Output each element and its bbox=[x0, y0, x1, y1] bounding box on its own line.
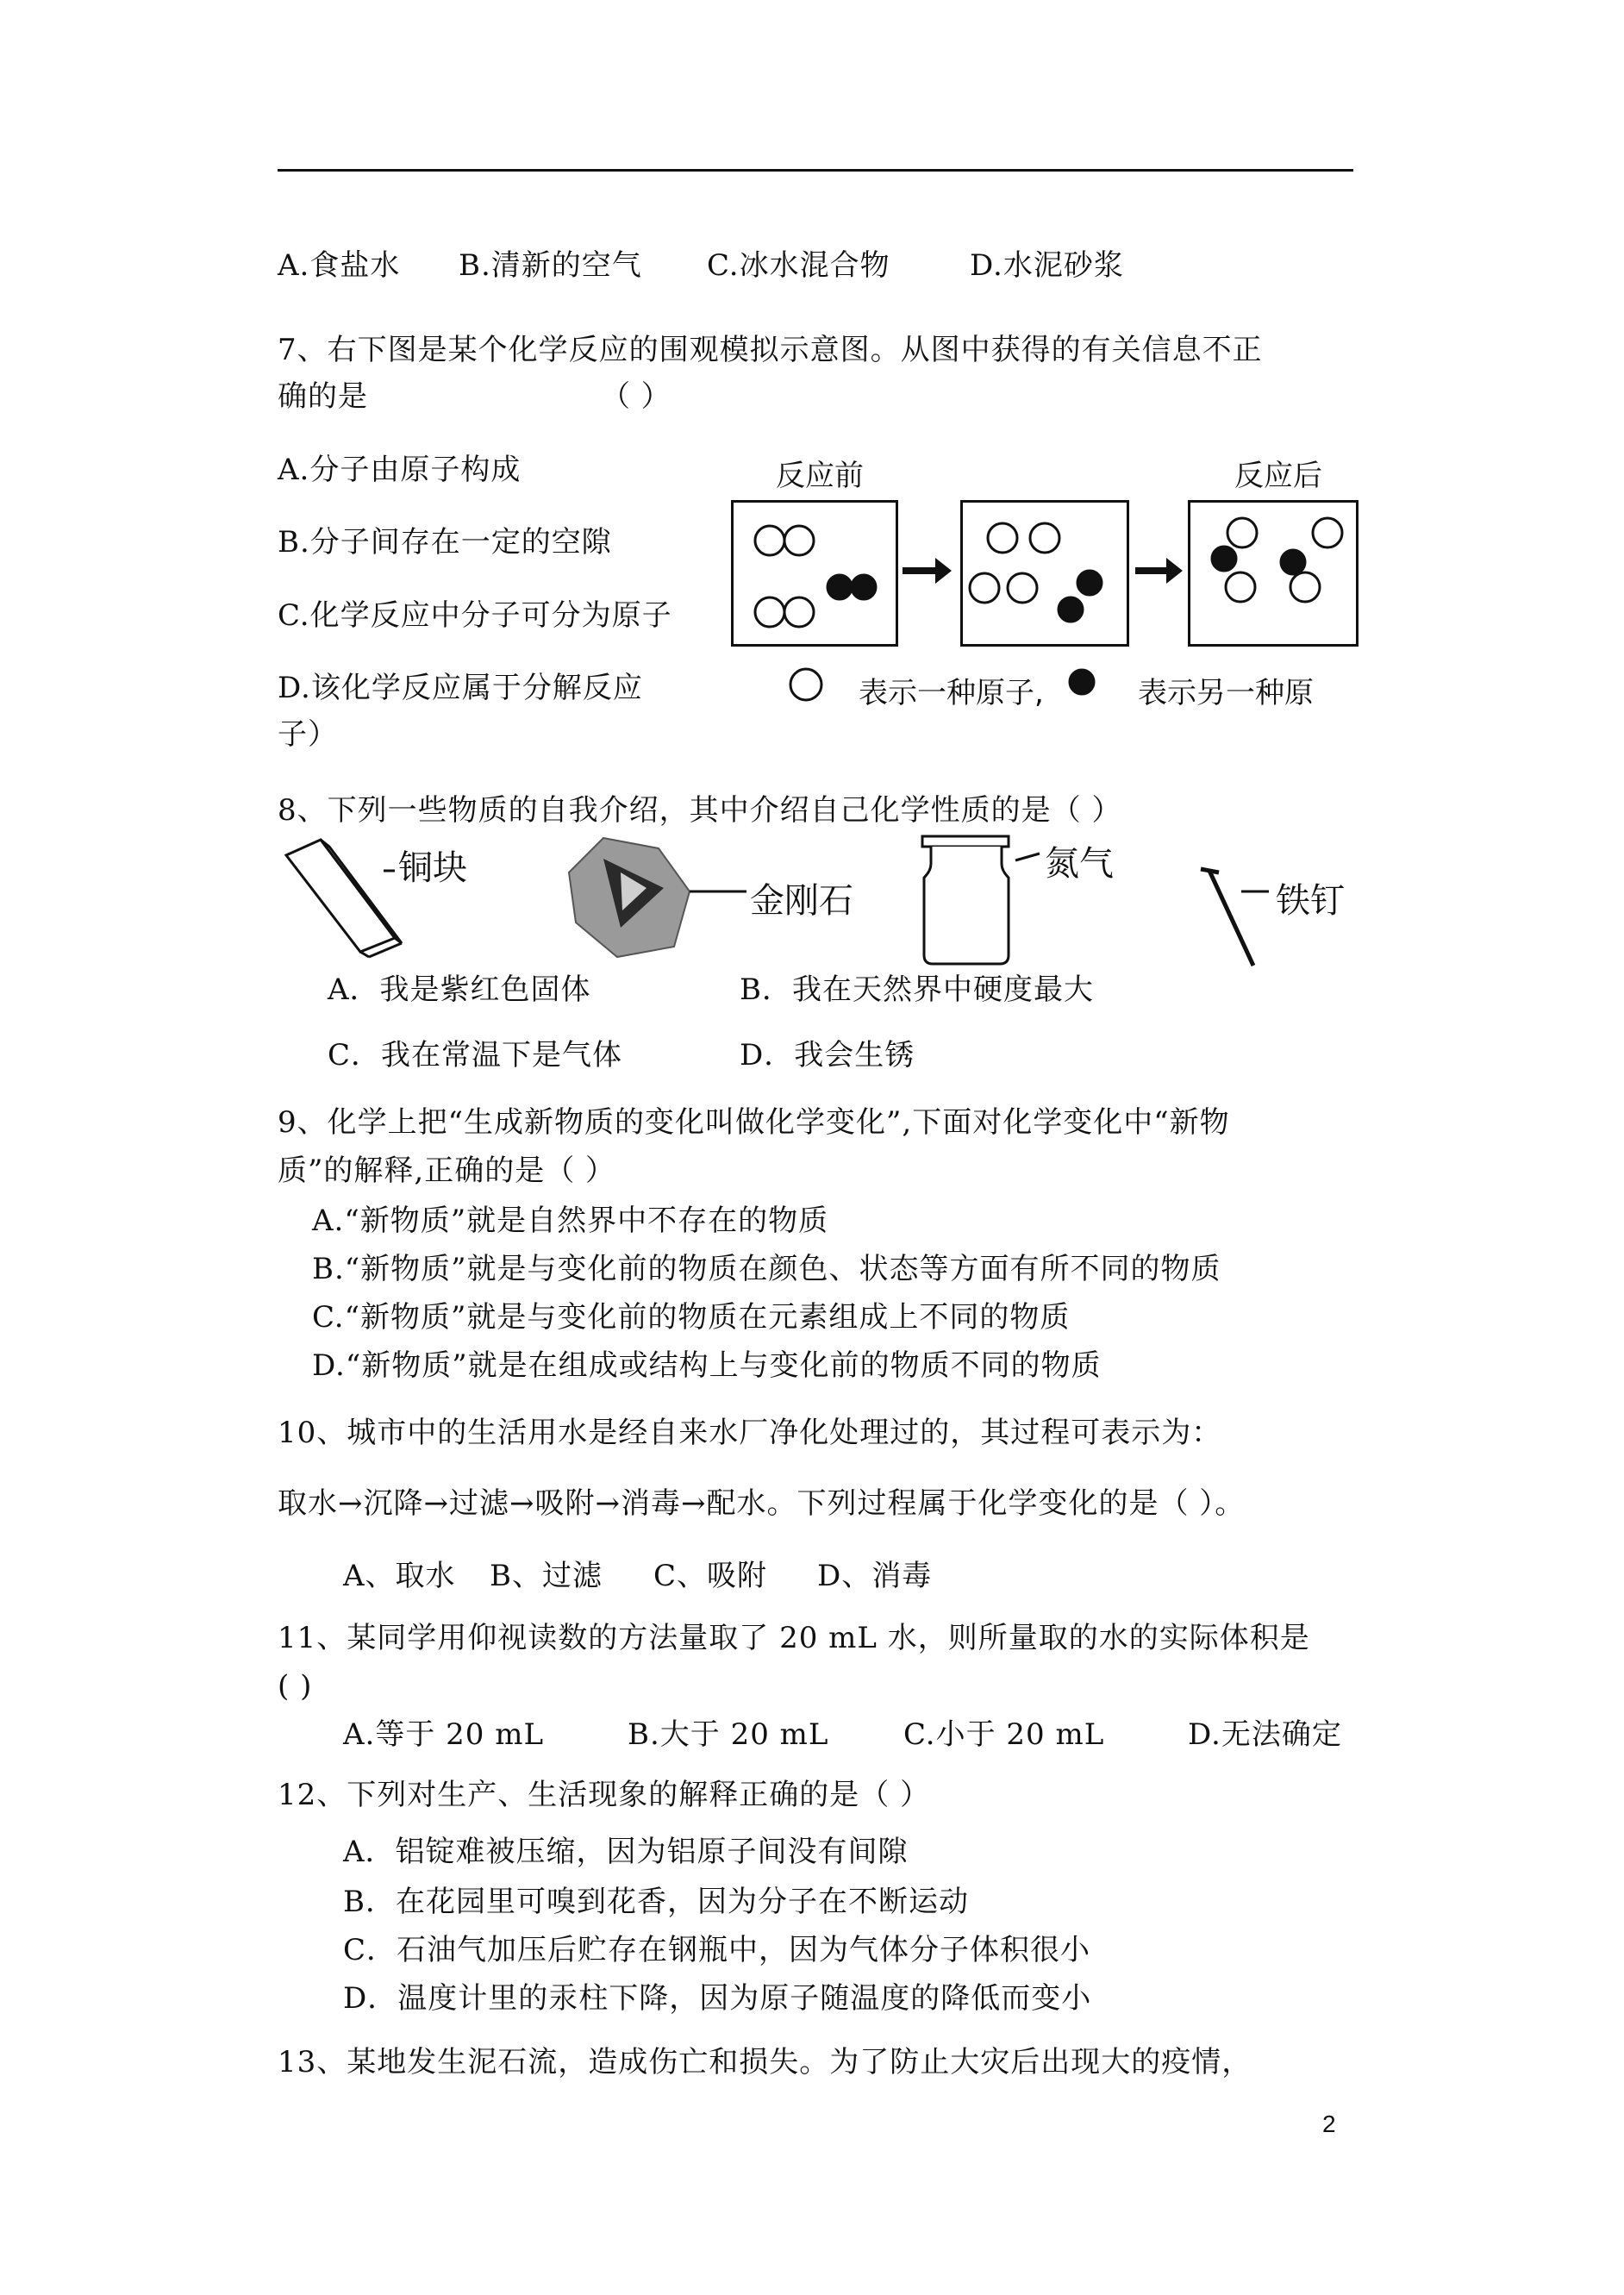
q7-stem-text: 确的是 bbox=[278, 379, 368, 414]
figure-label-after: 反应后 bbox=[1234, 459, 1322, 493]
q8-option-a: A．我是紫红色固体 bbox=[328, 972, 591, 1007]
q12-option-d: D．温度计里的汞柱下降，因为原子随温度的降低而变小 bbox=[343, 1981, 1092, 2016]
q8-option-d: D．我会生锈 bbox=[740, 1038, 915, 1072]
q10-options bbox=[343, 1557, 932, 1595]
legend-black-text: 表示另一种原 bbox=[1138, 676, 1314, 710]
q7-option-a: A.分子由原子构成 bbox=[278, 453, 522, 487]
iron-nail-icon bbox=[1201, 869, 1269, 966]
q11-option-a: A.等于 20 mL bbox=[343, 1717, 545, 1752]
q11-option-b: B.大于 20 mL bbox=[628, 1717, 829, 1752]
copper-block-icon bbox=[286, 840, 402, 957]
q12-option-a: A．铝锭难被压缩，因为铝原子间没有间隙 bbox=[343, 1835, 909, 1869]
q10-option-d: D、消毒 bbox=[817, 1559, 933, 1593]
q10-stem-line1: 10、城市中的生活用水是经自来水厂净化处理过的，其过程可表示为： bbox=[278, 1416, 1222, 1450]
q13-stem: 13、某地发生泥石流，造成伤亡和损失。为了防止大灾后出现大的疫情， bbox=[278, 2045, 1252, 2079]
q6-option-c: C.冰水混合物 bbox=[707, 248, 890, 283]
q8-stem: 8、下列一些物质的自我介绍，其中介绍自己化学性质的是（ ） bbox=[278, 793, 1122, 828]
q11-stem-line1: 11、某同学用仰视读数的方法量取了 20 mL 水，则所量取的水的实际体积是 bbox=[278, 1621, 1310, 1655]
q10-option-a: A、取水 bbox=[343, 1559, 456, 1593]
q7-stem-line1: 7、右下图是某个化学反应的围观模拟示意图。从图中获得的有关信息不正 bbox=[278, 333, 1263, 367]
q9-stem-line1: 9、化学上把“生成新物质的变化叫做化学变化”,下面对化学变化中“新物 bbox=[278, 1105, 1230, 1140]
diamond-icon bbox=[569, 838, 746, 957]
q9-option-b: B.“新物质”就是与变化前的物质在颜色、状态等方面有所不同的物质 bbox=[312, 1252, 1221, 1286]
picture-label-nail: 铁钉 bbox=[1276, 881, 1345, 921]
q9-option-c: C.“新物质”就是与变化前的物质在元素组成上不同的物质 bbox=[312, 1300, 1071, 1335]
q12-stem: 12、下列对生产、生活现象的解释正确的是（ ） bbox=[278, 1778, 931, 1812]
q7-option-tail: 子） bbox=[278, 717, 338, 752]
q11-stem-line2: ( ) bbox=[278, 1669, 313, 1704]
q9-stem-line2: 质”的解释,正确的是（ ） bbox=[278, 1154, 615, 1188]
q10-option-c: C、吸附 bbox=[653, 1559, 768, 1593]
picture-label-nitrogen: 氮气 bbox=[1045, 844, 1114, 884]
q6-option-b: B.清新的空气 bbox=[459, 248, 642, 283]
q8-option-c: C．我在常温下是气体 bbox=[328, 1038, 623, 1072]
q8-option-b: B．我在天然界中硬度最大 bbox=[740, 972, 1094, 1007]
q12-option-b: B．在花园里可嗅到花香，因为分子在不断运动 bbox=[343, 1885, 969, 1919]
q7-option-b: B.分子间存在一定的空隙 bbox=[278, 525, 612, 560]
q6-option-d: D.水泥砂浆 bbox=[970, 248, 1124, 283]
q7-answer-paren: （ ） bbox=[601, 379, 671, 414]
legend-white-text: 表示一种原子, bbox=[859, 676, 1044, 710]
q9-option-d: D.“新物质”就是在组成或结构上与变化前的物质不同的物质 bbox=[312, 1348, 1102, 1383]
gas-bottle-icon bbox=[922, 836, 1040, 964]
q10-stem-line2: 取水→沉降→过滤→吸附→消毒→配水。下列过程属于化学变化的是（ ）。 bbox=[278, 1486, 1246, 1521]
q6-option-a: A.食盐水 bbox=[278, 248, 401, 283]
q11-options bbox=[343, 1716, 1342, 1754]
picture-label-copper: 铜块 bbox=[398, 848, 467, 888]
q7-option-c: C.化学反应中分子可分为原子 bbox=[278, 598, 672, 633]
q11-option-c: C.小于 20 mL bbox=[903, 1717, 1105, 1752]
figure-label-before: 反应前 bbox=[776, 459, 864, 493]
q9-option-a: A.“新物质”就是自然界中不存在的物质 bbox=[312, 1204, 829, 1238]
q10-option-b: B、过滤 bbox=[490, 1559, 603, 1593]
q12-option-c: C．石油气加压后贮存在钢瓶中，因为气体分子体积很小 bbox=[343, 1933, 1091, 1967]
page-number: 2 bbox=[1322, 2111, 1336, 2137]
q7-option-d: D.该化学反应属于分解反应 bbox=[278, 671, 643, 705]
picture-label-diamond: 金刚石 bbox=[750, 881, 853, 921]
q11-option-d: D.无法确定 bbox=[1188, 1717, 1342, 1752]
